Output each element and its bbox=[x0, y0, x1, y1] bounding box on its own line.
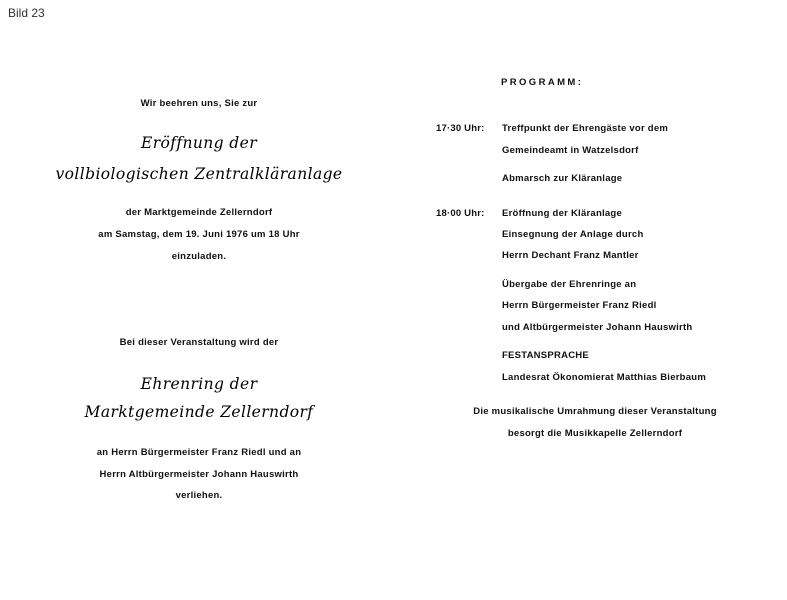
program-entry: Herrn Dechant Franz Mantler bbox=[502, 250, 639, 261]
program-entry: Abmarsch zur Kläranlage bbox=[502, 173, 623, 184]
program-heading: PROGRAMM: bbox=[501, 77, 584, 88]
program-time-1: 17·30 Uhr: bbox=[436, 123, 485, 134]
program-closing-line-1: Die musikalische Umrahmung dieser Veranstaltung bbox=[473, 406, 717, 417]
award-title-line-1: Ehrenring der bbox=[140, 375, 258, 393]
program-entry: Herrn Bürgermeister Franz Riedl bbox=[502, 300, 657, 311]
figure-caption: Bild 23 bbox=[8, 6, 45, 20]
program-closing-line-2: besorgt die Musikkapelle Zellerndorf bbox=[507, 428, 683, 439]
municipality-line: der Marktgemeinde Zellerndorf bbox=[125, 207, 273, 218]
program-entry-festansprache: FESTANSPRACHE bbox=[502, 350, 589, 361]
award-intro-line: Bei dieser Veranstaltung wird der bbox=[119, 337, 279, 348]
invite-closing-line: einzuladen. bbox=[171, 251, 227, 262]
program-entry: Landesrat Ökonomierat Matthias Bierbaum bbox=[502, 372, 707, 383]
program-entry: Einsegnung der Anlage durch bbox=[502, 229, 644, 240]
program-entry: Eröffnung der Kläranlage bbox=[502, 208, 623, 219]
program-entry: und Altbürgermeister Johann Hauswirth bbox=[502, 322, 693, 333]
program-entry: Übergabe der Ehrenringe an bbox=[502, 279, 637, 290]
event-title-line-2: vollbiologischen Zentralkläranlage bbox=[55, 165, 343, 183]
recipient-line-1: an Herrn Bürgermeister Franz Riedl und an bbox=[96, 447, 302, 458]
award-closing-line: verliehen. bbox=[175, 490, 223, 501]
recipient-line-2: Herrn Altbürgermeister Johann Hauswirth bbox=[99, 469, 299, 480]
program-time-2: 18·00 Uhr: bbox=[436, 208, 485, 219]
date-line: am Samstag, dem 19. Juni 1976 um 18 Uhr bbox=[98, 229, 300, 240]
program-entry: Gemeindeamt in Watzelsdorf bbox=[502, 145, 639, 156]
program-entry: Treffpunkt der Ehrengäste vor dem bbox=[502, 123, 669, 134]
invitation-intro-line: Wir beehren uns, Sie zur bbox=[140, 98, 258, 109]
event-title-line-1: Eröffnung der bbox=[140, 134, 258, 152]
award-title-line-2: Marktgemeinde Zellerndorf bbox=[84, 403, 314, 421]
